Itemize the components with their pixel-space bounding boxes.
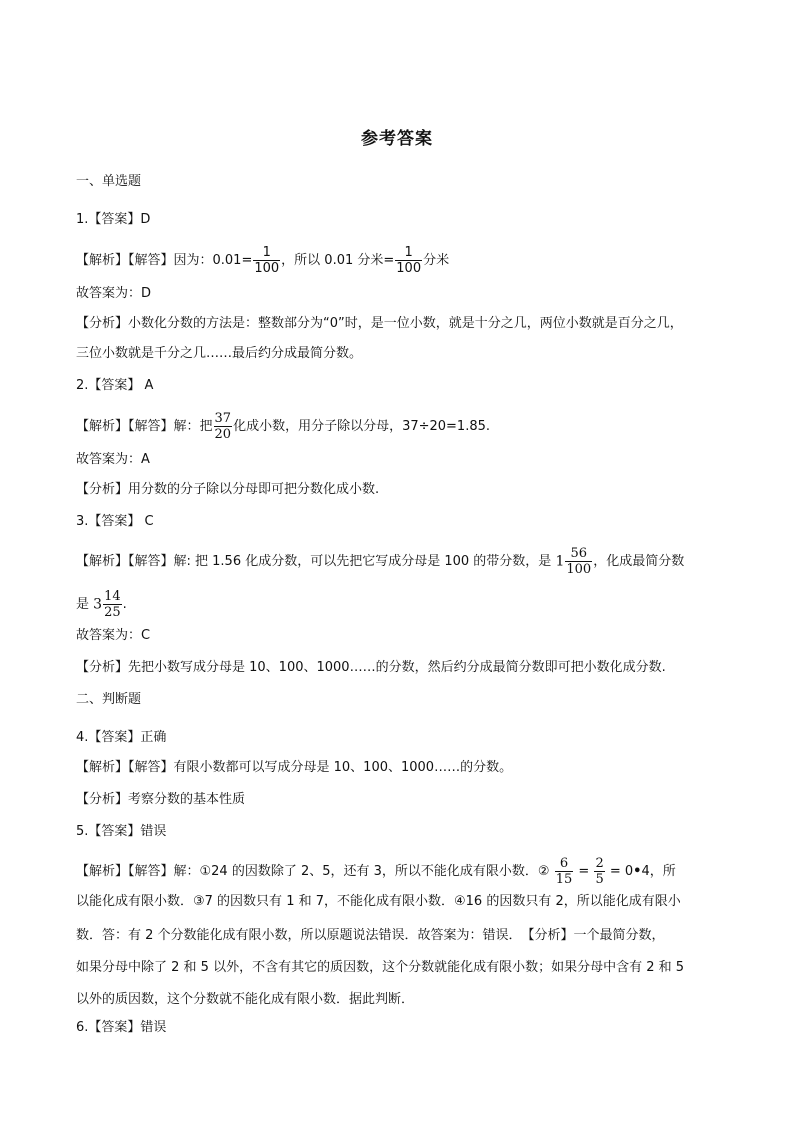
- q2-fraction-numerator: 37: [214, 411, 232, 426]
- q3-mixed-2-whole: 3: [93, 596, 103, 613]
- q2-analysis: [76, 412, 490, 441]
- q1-fraction-1: [253, 246, 280, 275]
- q3-mixed-2-numerator: 14: [104, 589, 121, 604]
- page-title: 参考答案: [361, 129, 433, 149]
- q6-answer: 6.【答案】错误: [76, 1020, 167, 1035]
- q5-answer: 5.【答案】错误: [76, 824, 167, 839]
- section-heading-single-choice: 一、单选题: [76, 174, 142, 189]
- q5-analysis-line-4: 如果分母中除了 2 和 5 以外，不含有其它的质因数，这个分数就能化成有限小数；如果分母中含有 2 和 5: [76, 960, 685, 975]
- q2-fenxi: 【分析】用分数的分子除以分母即可把分数化成小数.: [76, 482, 380, 497]
- q3-analysis-line-2: [76, 590, 127, 619]
- q2-fraction-denominator: 20: [214, 427, 232, 442]
- q5-fraction-1-denominator: 15: [555, 872, 573, 887]
- q1-analysis-text-1: 【解析】【解答】因为：0.01=: [76, 253, 253, 268]
- q3-mixed-number-1: [555, 547, 593, 576]
- q4-analysis: 【解析】【解答】有限小数都可以写成分母是 10、100、1000……的分数。: [76, 760, 513, 775]
- q1-fraction-1-denominator: 100: [254, 261, 280, 276]
- q1-answer: 1.【答案】D: [76, 212, 151, 227]
- q5-analysis-line-5: 以外的质因数，这个分数就不能化成有限小数．据此判断．: [76, 992, 415, 1007]
- q5-analysis-line-1: [76, 857, 676, 886]
- q5-fraction-1-numerator: 6: [555, 857, 574, 872]
- q2-fraction: [214, 412, 233, 441]
- q5-analysis-line-2: 以能化成有限小数．③7 的因数只有 1 和 7，不能化成有限小数．④16 的因数只有 2，所以能化成有限小: [76, 894, 681, 909]
- q3-analysis-text-4: .: [122, 597, 127, 612]
- q1-fraction-1-numerator: 1: [253, 246, 280, 261]
- q5-equals-2: = 0: [609, 864, 634, 879]
- q4-answer: 4.【答案】正确: [76, 730, 167, 745]
- q2-analysis-text-1: 【解析】【解答】解：把: [76, 419, 213, 434]
- q3-mixed-1-numerator: 56: [565, 547, 592, 562]
- q5-fraction-2: [594, 857, 604, 886]
- q2-conclusion: 故答案为：A: [76, 452, 150, 467]
- q1-fraction-2-numerator: 1: [395, 246, 422, 261]
- q3-mixed-1-denominator: 100: [566, 562, 592, 577]
- q1-analysis: [76, 246, 449, 275]
- q1-analysis-text-2: ，所以 0.01 分米=: [281, 253, 395, 268]
- q5-text-2: 4，所: [641, 864, 676, 879]
- q5-analysis-line-3: 数．答：有 2 个分数能化成有限小数，所以原题说法错误．故答案为：错误． 【分析】一个最简分数，: [76, 928, 665, 943]
- q4-fenxi: 【分析】考察分数的基本性质: [76, 792, 246, 807]
- q5-fraction-2-denominator: 5: [595, 872, 604, 887]
- q1-analysis-text-3: 分米: [423, 253, 450, 268]
- q3-mixed-number-2: [93, 590, 122, 619]
- q1-fraction-2: [395, 246, 422, 275]
- q3-answer: 3.【答案】 C: [76, 514, 154, 529]
- q2-analysis-text-2: 化成小数，用分子除以分母，37÷20=1.85.: [233, 419, 491, 434]
- q1-fenxi-line-1: 【分析】小数化分数的方法是：整数部分为“0”时，是一位小数，就是十分之几，两位小数就是百分之几，: [76, 316, 683, 331]
- q3-analysis-text-3: 是: [76, 597, 90, 612]
- q3-conclusion: 故答案为：C: [76, 628, 151, 643]
- q3-analysis-text-1: 【解析】【解答】解: 把 1.56 化成分数，可以先把它写成分母是 100 的带分数，是: [76, 554, 552, 569]
- q1-conclusion: 故答案为：D: [76, 286, 152, 301]
- section-heading-true-false: 二、判断题: [76, 692, 142, 707]
- q5-text-1: 【解析】【解答】解：①24 的因数除了 2、5，还有 3，所以不能化成有限小数．②: [76, 864, 550, 879]
- q1-fraction-2-denominator: 100: [396, 261, 422, 276]
- q5-fraction-1: [555, 857, 574, 886]
- q5-repeating-dot: •: [633, 864, 642, 879]
- q3-mixed-1-whole: 1: [555, 553, 565, 570]
- q5-equals-1: =: [578, 864, 590, 879]
- q5-fraction-2-numerator: 2: [595, 856, 604, 871]
- q1-fenxi-line-2: 三位小数就是千分之几……最后约分成最简分数。: [76, 346, 363, 361]
- q3-mixed-1-fraction: [565, 547, 592, 576]
- q3-fenxi: 【分析】先把小数写成分母是 10、100、1000……的分数，然后约分成最简分数即可把小数化成分数.: [76, 660, 666, 675]
- q3-analysis-text-2: ，化成最简分数: [593, 554, 685, 569]
- q3-analysis-line-1: [76, 547, 684, 576]
- q3-mixed-2-denominator: 25: [104, 605, 121, 620]
- q3-mixed-2-fraction: [103, 590, 122, 619]
- q2-answer: 2.【答案】 A: [76, 378, 154, 393]
